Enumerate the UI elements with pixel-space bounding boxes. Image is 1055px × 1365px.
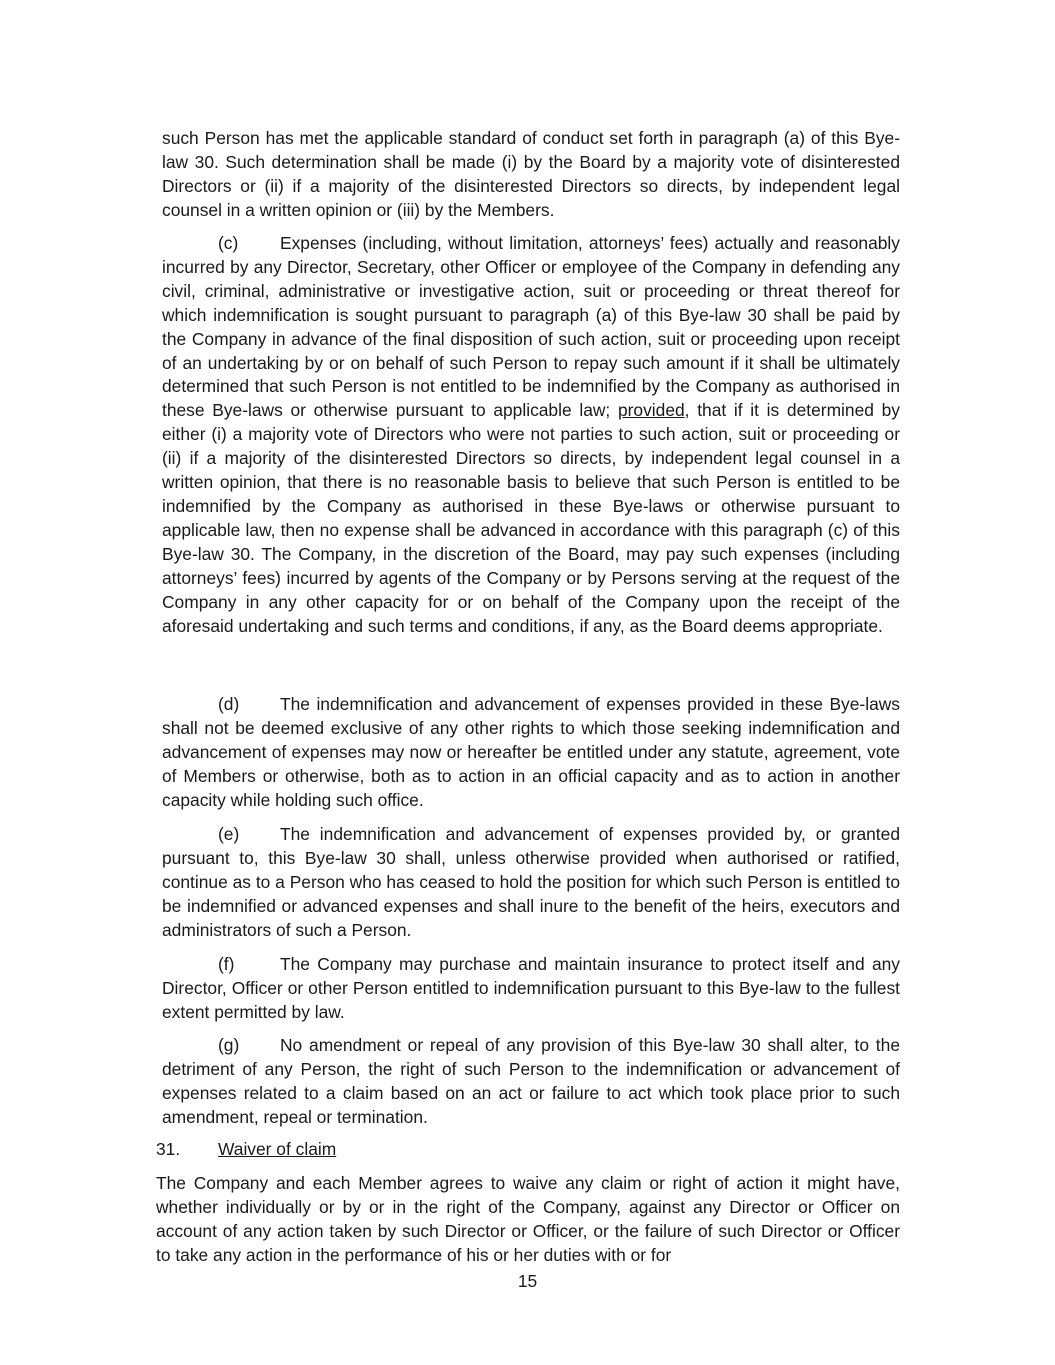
section-31-text: The Company and each Member agrees to waive any claim or right of action it might have, whether individually or by or in the right of the Company, against any Director or Officer on account of any action taken by such Director or Officer, or the failure of such Director or Officer to take any action in the performance of his or her duties with or for xyxy=(156,1173,900,1265)
paragraph-g-label: (g) xyxy=(218,1035,240,1055)
paragraph-c-text-after: , that if it is determined by either (i) a majority vote of Directors who were not parties to such action, suit or proceeding or (ii) if a majority of the disinterested Directors so directs, by independent legal counsel in a written opinion, that there is no reasonable basis to believe that such Person is entitled to be indemnified by the Company as authorised in these Bye-laws or otherwise pursuant to applicable law, then no expense shall be advanced in accordance with this paragraph (c) of this Bye-law 30. The Company, in the discretion of the Board, may pay such expenses (including attorneys’ fees) incurred by agents of the Company or by Persons serving at the request of the Company in any other capacity for or on behalf of the Company upon the receipt of the aforesaid undertaking and such terms and conditions, if any, as the Board deems appropriate. xyxy=(162,400,900,636)
paragraph-e xyxy=(162,823,900,943)
paragraph-e-label: (e) xyxy=(218,824,240,844)
paragraph-e-text: The indemnification and advancement of expenses provided by, or granted pursuant to, this Bye-law 30 shall, unless otherwise provided when authorised or ratified, continue as to a Person who has ceased to hold the position for which such Person is entitled to be indemnified or advanced expenses and shall inure to the benefit of the heirs, executors and administrators of such a Person. xyxy=(162,824,900,940)
paragraph-g xyxy=(162,1034,900,1130)
paragraph-c-text-before: Expenses (including, without limitation, attorneys’ fees) actually and reasonably incurred by any Director, Secretary, other Officer or employee of the Company in defending any civil, criminal, administrative or investigative action, suit or proceeding or threat thereof for which indemnification is sought pursuant to paragraph (a) of this Bye-law 30 shall be paid by the Company in advance of the final disposition of such action, suit or proceeding upon receipt of an undertaking by or on behalf of such Person to repay such amount if it shall be ultimately determined that such Person is not entitled to be indemnified by the Company as authorised in these Bye-laws or otherwise pursuant to applicable law; xyxy=(162,233,900,421)
section-31-heading xyxy=(156,1138,336,1162)
section-31-number: 31. xyxy=(156,1139,181,1159)
paragraph-g-text: No amendment or repeal of any provision of this Bye-law 30 shall alter, to the detriment of any Person, the right of such Person to the indemnification or advancement of expenses related to a claim based on an act or failure to act which took place prior to such amendment, repeal or termination. xyxy=(162,1035,900,1127)
section-31-title: Waiver of claim xyxy=(218,1139,337,1159)
paragraph-d-label: (d) xyxy=(218,694,240,714)
paragraph-f-label: (f) xyxy=(218,954,235,974)
paragraph-f xyxy=(162,953,900,1025)
paragraph-f-text: The Company may purchase and maintain insurance to protect itself and any Director, Officer or other Person entitled to indemnification pursuant to this Bye-law to the fullest extent permitted by law. xyxy=(162,954,900,1022)
paragraph-c xyxy=(162,232,900,638)
paragraph-d xyxy=(162,693,900,813)
paragraph-d-text: The indemnification and advancement of expenses provided in these Bye-laws shall not be deemed exclusive of any other rights to which those seeking indemnification and advancement of expenses may now or hereafter be entitled under any statute, agreement, vote of Members or otherwise, both as to action in an official capacity and as to action in another capacity while holding such office. xyxy=(162,694,900,810)
paragraph-b-continuation: such Person has met the applicable standard of conduct set forth in paragraph (a) of this Bye-law 30. Such determination shall be made (i) by the Board by a majority vote of disinterested Directors or (ii) if a majority of the disinterested Directors so directs, by independent legal counsel in a written opinion or (iii) by the Members. xyxy=(162,128,900,220)
page-number: 15 xyxy=(517,1271,538,1291)
paragraph-c-provided: provided xyxy=(617,400,685,421)
paragraph-c-label: (c) xyxy=(218,233,239,253)
